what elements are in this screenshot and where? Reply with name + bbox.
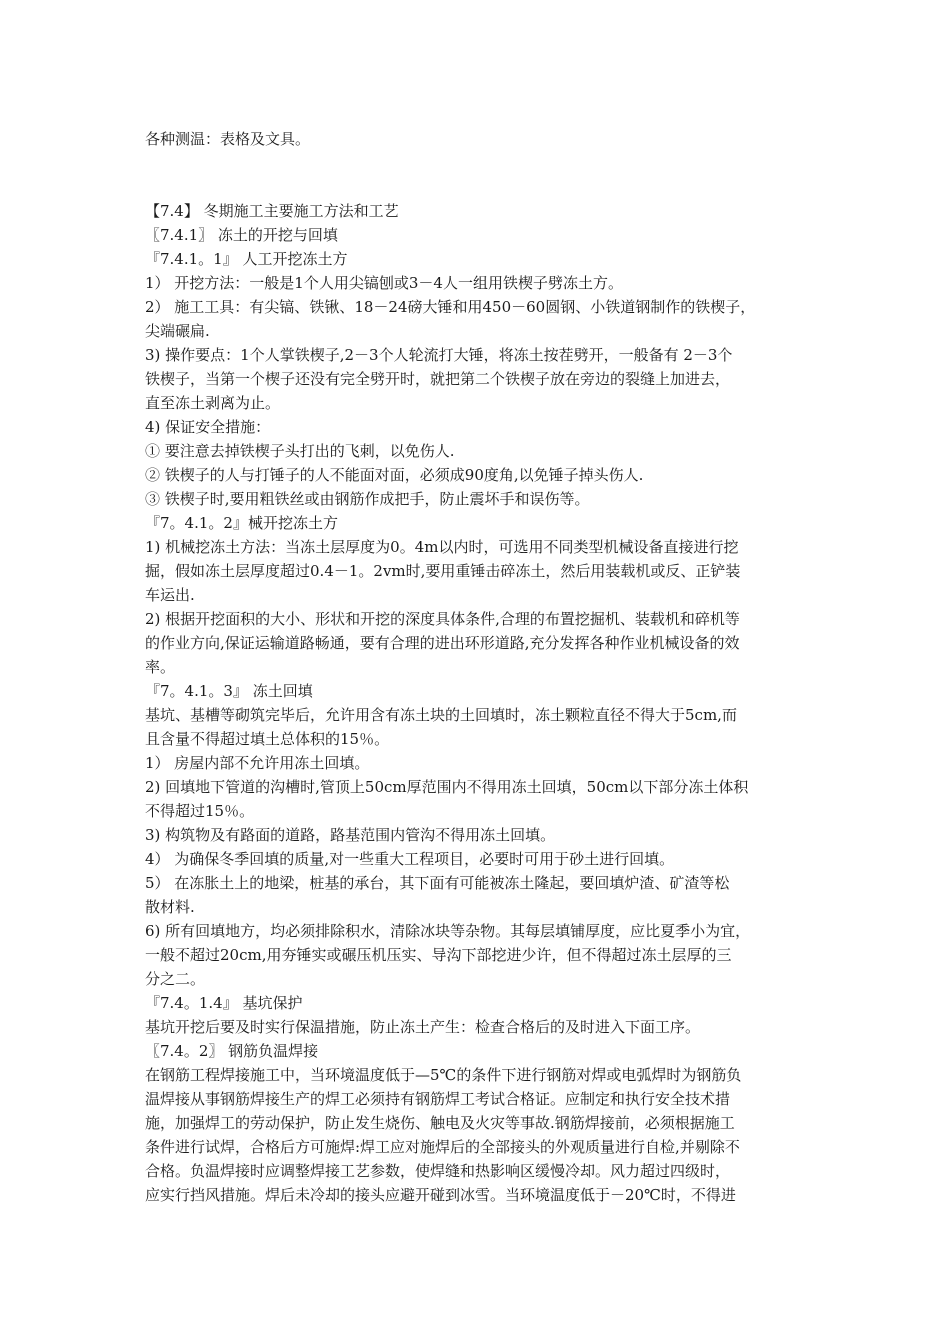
text-line: ② 铁楔子的人与打锤子的人不能面对面，必须成90度角,以免锤子掉头伤人.: [145, 466, 644, 484]
text-line: 『7。4.1。3』 冻土回填: [145, 682, 313, 700]
subsubsection-heading: 『7.4.1。1』 人工开挖冻土方: [145, 250, 348, 268]
text-line: 4) 保证安全措施：: [145, 418, 271, 436]
text-line: 5） 在冻胀土上的地梁，桩基的承台，其下面有可能被冻土隆起，要回填炉渣、矿渣等松: [145, 874, 730, 892]
text-line: 『7。4.1。2』械开挖冻土方: [145, 514, 338, 532]
text-line: 1) 机械挖冻土方法：当冻土层厚度为0。4m以内时，可选用不同类型机械设备直接进行挖: [145, 538, 739, 556]
text-line: 基坑、基槽等砌筑完毕后，允许用含有冻土块的土回填时，冻土颗粒直径不得大于5cm,而: [145, 706, 737, 724]
text-line: 一般不超过20cm,用夯锤实或碾压机压实、导沟下部挖进少许，但不得超过冻土层厚的三: [145, 946, 732, 964]
text-line: 不得超过15％。: [145, 802, 255, 820]
text-line: 『7.4。1.4』 基坑保护: [145, 994, 303, 1012]
text-line: 分之二。: [145, 970, 206, 988]
text-line: ① 要注意去掉铁楔子头打出的飞刺，以免伤人.: [145, 442, 455, 460]
text-line: 铁楔子，当第一个楔子还没有完全劈开时，就把第二个铁楔子放在旁边的裂缝上加进去，: [145, 370, 731, 388]
text-line: 2) 根据开挖面积的大小、形状和开挖的深度具体条件,合理的布置挖掘机、装载机和碎机等: [145, 610, 740, 628]
text-line: 1） 房屋内部不允许用冻土回填。: [145, 754, 370, 772]
text-line: 尖端碾扁.: [145, 322, 210, 340]
text-line: ③ 铁楔子时,要用粗铁丝或由钢筋作成把手，防止震坏手和误伤等。: [145, 490, 590, 508]
text-line: 1） 开挖方法：一般是1个人用尖镐刨或3－4人一组用铁楔子劈冻土方。: [145, 274, 623, 292]
section-heading: 【7.4】 冬期施工主要施工方法和工艺: [145, 202, 399, 220]
text-line: 掘，假如冻土层厚度超过0.4－1。2vm时,要用重锤击碎冻土，然后用装载机或反、正铲装: [145, 562, 741, 580]
intro-line: 各种测温：表格及文具。: [145, 130, 311, 148]
text-line: 应实行挡风措施。焊后未冷却的接头应避开碰到冰雪。当环境温度低于－20℃时，不得进: [145, 1186, 736, 1204]
text-line: 施，加强焊工的劳动保护，防止发生烧伤、触电及火灾等事故.钢筋焊接前，必须根据施工: [145, 1114, 735, 1132]
text-line: 在钢筋工程焊接施工中，当环境温度低于—5℃的条件下进行钢筋对焊或电弧焊时为钢筋负: [145, 1066, 742, 1084]
text-line: 4） 为确保冬季回填的质量,对一些重大工程项目，必要时可用于砂土进行回填。: [145, 850, 675, 868]
text-line: 2) 回填地下管道的沟槽时,管顶上50cm厚范围内不得用冻土回填，50cm以下部分冻土体积: [145, 778, 749, 796]
text-line: 直至冻土剥离为止。: [145, 394, 281, 412]
text-line: 合格。负温焊接时应调整焊接工艺参数，使焊缝和热影响区缓慢冷却。风力超过四级时，: [145, 1162, 731, 1180]
text-line: 〖7.4。2〗 钢筋负温焊接: [145, 1042, 319, 1060]
text-line: 3) 构筑物及有路面的道路，路基范围内管沟不得用冻土回填。: [145, 826, 556, 844]
text-line: 2） 施工工具：有尖镐、铁锹、18－24磅大锤和用450－60圆钢、小铁道钢制作的铁楔子，: [145, 298, 756, 316]
text-line: 温焊接从事钢筋焊接生产的焊工必须持有钢筋焊工考试合格证。应制定和执行安全技术措: [145, 1090, 731, 1108]
text-line: 率。: [145, 658, 176, 676]
text-line: 车运出.: [145, 586, 195, 604]
text-line: 的作业方向,保证运输道路畅通，要有合理的进出环形道路,充分发挥各种作业机械设备的效: [145, 634, 740, 652]
blank-line: [145, 151, 813, 175]
text-line: 基坑开挖后要及时实行保温措施，防止冻土产生：检查合格后的及时进入下面工序。: [145, 1018, 701, 1036]
body-text: [145, 271, 813, 1207]
text-line: 且含量不得超过填土总体积的15％。: [145, 730, 390, 748]
blank-line: [145, 175, 813, 199]
text-line: 散材料.: [145, 898, 195, 916]
document-body: [145, 127, 813, 1207]
subsection-heading: 〖7.4.1〗 冻土的开挖与回填: [145, 226, 338, 244]
text-line: 条件进行试焊，合格后方可施焊:焊工应对施焊后的全部接头的外观质量进行自检,并剔除不: [145, 1138, 740, 1156]
text-line: 6) 所有回填地方，均必须排除积水，清除冰块等杂物。其每层填铺厚度，应比夏季小为宜，: [145, 922, 751, 940]
text-line: 3) 操作要点：1个人掌铁楔子,2－3个人轮流打大锤，将冻土按茬劈开，一般备有 2－3个: [145, 346, 733, 364]
